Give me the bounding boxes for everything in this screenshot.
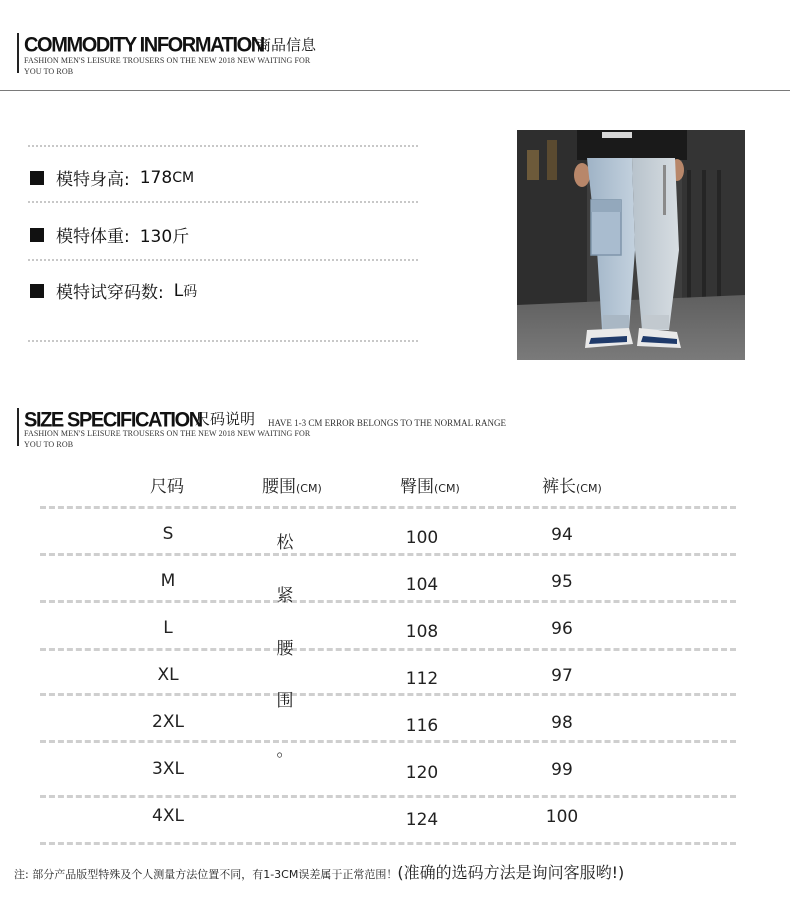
dotted-divider xyxy=(28,259,418,261)
row-separator xyxy=(40,795,736,798)
bullet-square-icon xyxy=(30,228,44,242)
row-separator xyxy=(40,693,736,696)
table-row-length: 98 xyxy=(551,713,573,733)
footnote xyxy=(14,860,624,883)
size-error-note: HAVE 1-3 CM ERROR BELONGS TO THE NORMAL RANGE xyxy=(268,418,507,428)
col-header-waist-label: 腰围 xyxy=(262,477,296,497)
size-title-cn: 尺码说明 xyxy=(195,410,256,428)
commodity-subtitle-line2: YOU TO ROB xyxy=(24,67,74,76)
model-weight-label: 模特体重: xyxy=(56,227,130,247)
table-row-size: 3XL xyxy=(152,759,184,779)
table-row-length: 100 xyxy=(545,807,579,827)
footnote-big: (准确的选码方法是询问客服哟!) xyxy=(397,863,625,882)
table-row-hip: 100 xyxy=(405,528,439,548)
table-row-hip: 120 xyxy=(405,763,439,783)
col-header-hip xyxy=(400,472,460,497)
size-header-accent-bar xyxy=(17,408,19,446)
table-row-size: L xyxy=(163,618,173,638)
model-size-value: L xyxy=(173,280,184,301)
waist-note-char: 腰 xyxy=(276,639,294,659)
row-separator xyxy=(40,740,736,743)
table-row-size: 4XL xyxy=(152,806,184,826)
table-row-size: S xyxy=(162,524,174,544)
commodity-title-cn: 商品信息 xyxy=(256,36,317,54)
row-separator xyxy=(40,553,736,556)
row-separator xyxy=(40,600,736,603)
table-row-hip: 112 xyxy=(405,669,439,689)
bullet-square-icon xyxy=(30,171,44,185)
table-row-size: XL xyxy=(157,665,179,685)
table-row-size: M xyxy=(160,571,176,591)
model-height-label: 模特身高: xyxy=(56,170,130,190)
size-subtitle-line1: FASHION MEN'S LEISURE TROUSERS ON THE NEW 2018 NEW WAITING FOR xyxy=(24,429,311,438)
row-separator xyxy=(40,648,736,651)
dotted-divider xyxy=(28,145,418,147)
model-height-unit: CM xyxy=(172,169,195,186)
footnote-small: 注: 部分产品版型特殊及个人测量方法位置不同，有1-3CM误差属于正常范围！ xyxy=(14,868,398,881)
col-header-hip-unit: (CM) xyxy=(434,482,460,495)
col-header-length-unit: (CM) xyxy=(576,482,602,495)
table-row-hip: 124 xyxy=(405,810,439,830)
col-header-length xyxy=(542,472,602,497)
model-wearing-jeans-image xyxy=(517,130,745,360)
table-row-length: 99 xyxy=(551,760,573,780)
col-header-waist xyxy=(262,472,322,497)
table-row-length: 94 xyxy=(551,525,573,545)
bullet-square-icon xyxy=(30,284,44,298)
col-header-waist-unit: (CM) xyxy=(296,482,322,495)
col-header-size-label: 尺码 xyxy=(150,477,184,497)
row-separator xyxy=(40,506,736,509)
model-size-unit: 码 xyxy=(183,283,198,300)
header-accent-bar xyxy=(17,33,19,73)
product-photo xyxy=(517,130,745,360)
table-row-size: 2XL xyxy=(152,712,184,732)
col-header-length-label: 裤长 xyxy=(542,477,576,497)
table-row-length: 96 xyxy=(551,619,573,639)
model-height-value: 178 xyxy=(139,167,173,188)
waist-note-char: 松 xyxy=(276,533,294,553)
model-weight-value: 130斤 xyxy=(139,227,190,247)
table-row-length: 95 xyxy=(551,572,573,592)
waist-note-char: 紧 xyxy=(276,586,294,606)
header-divider xyxy=(0,90,790,91)
dotted-divider xyxy=(28,340,418,342)
model-height-row xyxy=(30,165,194,190)
model-size-row xyxy=(30,278,197,303)
table-row-length: 97 xyxy=(551,666,573,686)
row-separator xyxy=(40,842,736,845)
col-header-size xyxy=(150,472,184,497)
waist-note-char: 围 xyxy=(276,691,294,711)
commodity-title: COMMODITY INFORMATION xyxy=(24,33,264,57)
model-size-label: 模特试穿码数: xyxy=(56,283,164,303)
waist-note-char: 。 xyxy=(276,741,294,761)
model-weight-row xyxy=(30,222,189,247)
col-header-hip-label: 臀围 xyxy=(400,477,434,497)
table-row-hip: 104 xyxy=(405,575,439,595)
table-row-hip: 108 xyxy=(405,622,439,642)
dotted-divider xyxy=(28,201,418,203)
size-subtitle-line2: YOU TO ROB xyxy=(24,440,74,449)
size-title: SIZE SPECIFICATION xyxy=(24,408,202,432)
table-row-hip: 116 xyxy=(405,716,439,736)
commodity-subtitle-line1: FASHION MEN'S LEISURE TROUSERS ON THE NEW 2018 NEW WAITING FOR xyxy=(24,56,311,65)
